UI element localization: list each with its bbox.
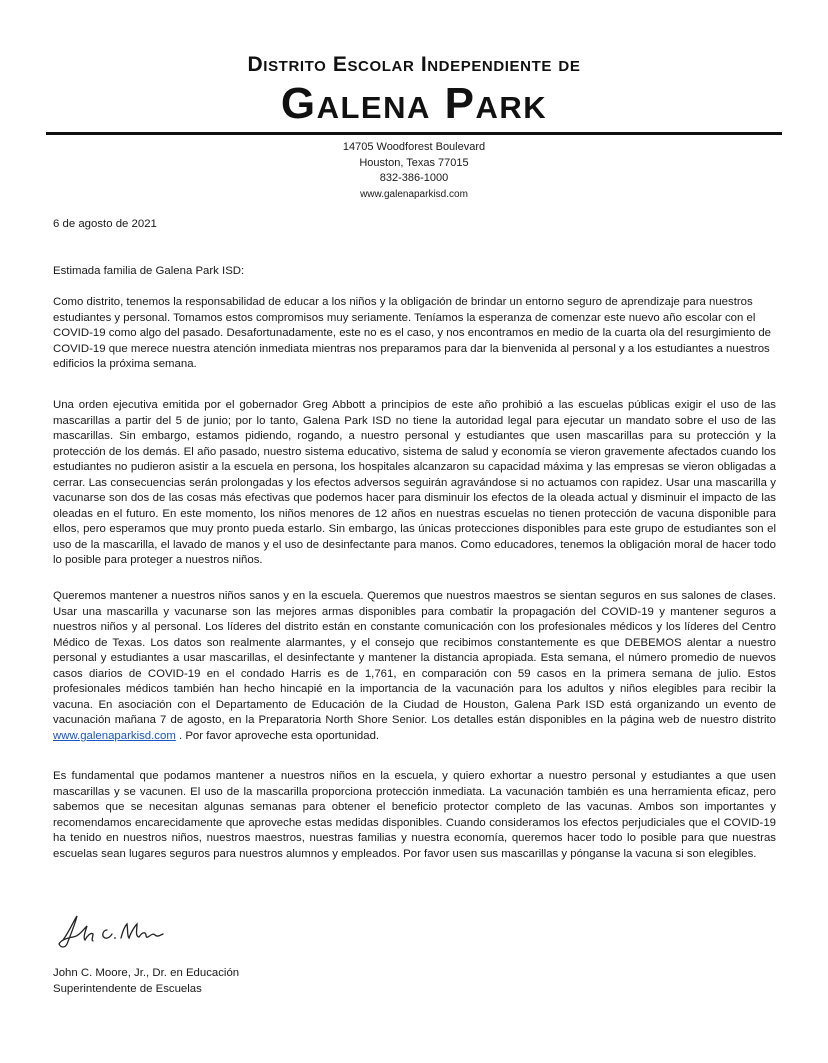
paragraph-1: Como distrito, tenemos la responsabilidad de educar a los niños y la obligación de brindar un entorno seguro de aprendizaje para nuestros estudiantes y personal. Tomamos estos compromisos muy seriamente. Teníamos la esperanza de comenzar este nuevo año escolar con el COVID-19 como algo del pasado. Desafortunadamente, este no es el caso, y nos encontramos en medio de la cuarta ola del resurgimiento de COVID-19 que merece nuestra atención inmediata mientras nos preparamos para dar la bienvenida al personal y a los estudiantes a nuestros edificios la próxima semana. <box>53 296 772 370</box>
address-city: Houston, Texas 77015 <box>359 156 469 169</box>
school-name: Galena Park <box>280 79 548 128</box>
district-website-link[interactable]: www.galenaparkisd.com <box>53 729 176 742</box>
paragraph-3 <box>53 589 776 744</box>
paragraph-4: Es fundamental que podamos mantener a nuestros niños en la escuela, y quiero exhortar a nuestro personal y estudiantes a que usen mascarillas y se vacunen. El uso de la mascarilla proporciona protección inmediata. La vacunación también es una herramienta eficaz, pero sabemos que se necesitan algunas semanas para obtener el beneficio protector completo de las vacunas. Ambos son importantes y recomendamos encarecidamente que aproveche estas medidas disponibles. Cuando consideramos los efectos perjudiciales que el COVID-19 ha tenido en nuestros niños, nuestros maestros, nuestras familias y nuestra economía, queremos hacer todo lo posible para que nuestras escuelas sean lugares seguros para nuestros alumnos y empleados. Por favor usen sus mascarillas y pónganse la vacuna si son elegibles. <box>53 770 776 860</box>
signer-name: John C. Moore, Jr., Dr. en Educación <box>53 967 240 979</box>
paragraph-2: Una orden ejecutiva emitida por el gobernador Greg Abbott a principios de este año prohibió a las escuelas públicas exigir el uso de las mascarillas a partir del 5 de junio; por lo tanto, Galena Park ISD no tiene la autoridad legal para ejecutar un mandato sobre el uso de las mascarillas. Sin embargo, estamos pidiendo, rogando, a nuestro personal y estudiantes que usen mascarillas para su protección y la protección de los demás. El año pasado, nuestro sistema educativo, sistema de salud y economía se vieron gravemente afectados cuando los estudiantes no pudieron asistir a la escuela en persona, los hospitales alcanzaron su capacidad máxima y las empresas se vieron obligadas a cerrar. Las consecuencias serán prolongadas y los efectos adversos seguirán agravándose si no actuamos con rapidez. Usar una mascarilla y vacunarse son dos de las cosas más efectivas que podemos hacer para disminuir los efectos de la oleada actual y disminuir el impacto de las oleadas en el futuro. En este momento, los niños menores de 12 años en nuestras escuelas no tienen protección de vacuna disponible para ellos, pero esperamos que muy pronto pueda estarlo. Sin embargo, las únicas protecciones disponibles para este grupo de estudiantes son el uso de la mascarilla, el lavado de manos y el uso de desinfectante para manos. Como educadores, tenemos la obligación moral de hacer todo lo posible para proteger a nuestros niños. <box>53 399 776 566</box>
header-website: www.galenaparkisd.com <box>360 188 468 200</box>
signer-title: Superintendente de Escuelas <box>53 983 202 995</box>
district-name: Distrito Escolar Independiente de <box>247 53 581 76</box>
signature-image <box>55 910 175 952</box>
paragraph-3-closing: . Por favor aproveche esta oportunidad. <box>175 729 380 742</box>
letter-date: 6 de agosto de 2021 <box>53 218 157 230</box>
address-street: 14705 Woodforest Boulevard <box>342 141 486 153</box>
salutation: Estimada familia de Galena Park ISD: <box>53 265 245 277</box>
letterhead <box>40 52 788 202</box>
address-block <box>40 140 788 202</box>
header-divider <box>46 132 782 135</box>
phone-number: 832-386-1000 <box>379 172 449 184</box>
paragraph-3-text: Queremos mantener a nuestros niños sanos y en la escuela. Queremos que nuestros maestros se sientan seguros en sus salones de clases. Usar una mascarilla y vacunarse son las mejores armas disponibles para combatir la propagación del COVID-19 y mantener seguros a nuestros niños y al personal. Los líderes del distrito están en constante comunicación con los profesionales médicos y los líderes del Centro Médico de Texas. Los datos son realmente alarmantes, y el consejo que recibimos constantemente es que DEBEMOS alentar a nuestro personal y estudiantes a usar mascarillas, el desinfectante y mantener la distancia apropiada. Esta semana, el número promedio de nuevos casos diarios de COVID-19 en el condado Harris es de 1,761, en comparación con 59 casos en la primera semana de julio. Estos profesionales médicos también han hecho hincapié en la importancia de la vacunación para los adultos y niños elegibles para recibir la vacuna. En asociación con el Departamento de Educación de la Ciudad de Houston, Galena Park ISD está organizando un evento de vacunación mañana 7 de agosto, en la Preparatoria North Shore Senior. Los detalles están disponibles en la página web de nuestro distrito <box>53 590 776 726</box>
